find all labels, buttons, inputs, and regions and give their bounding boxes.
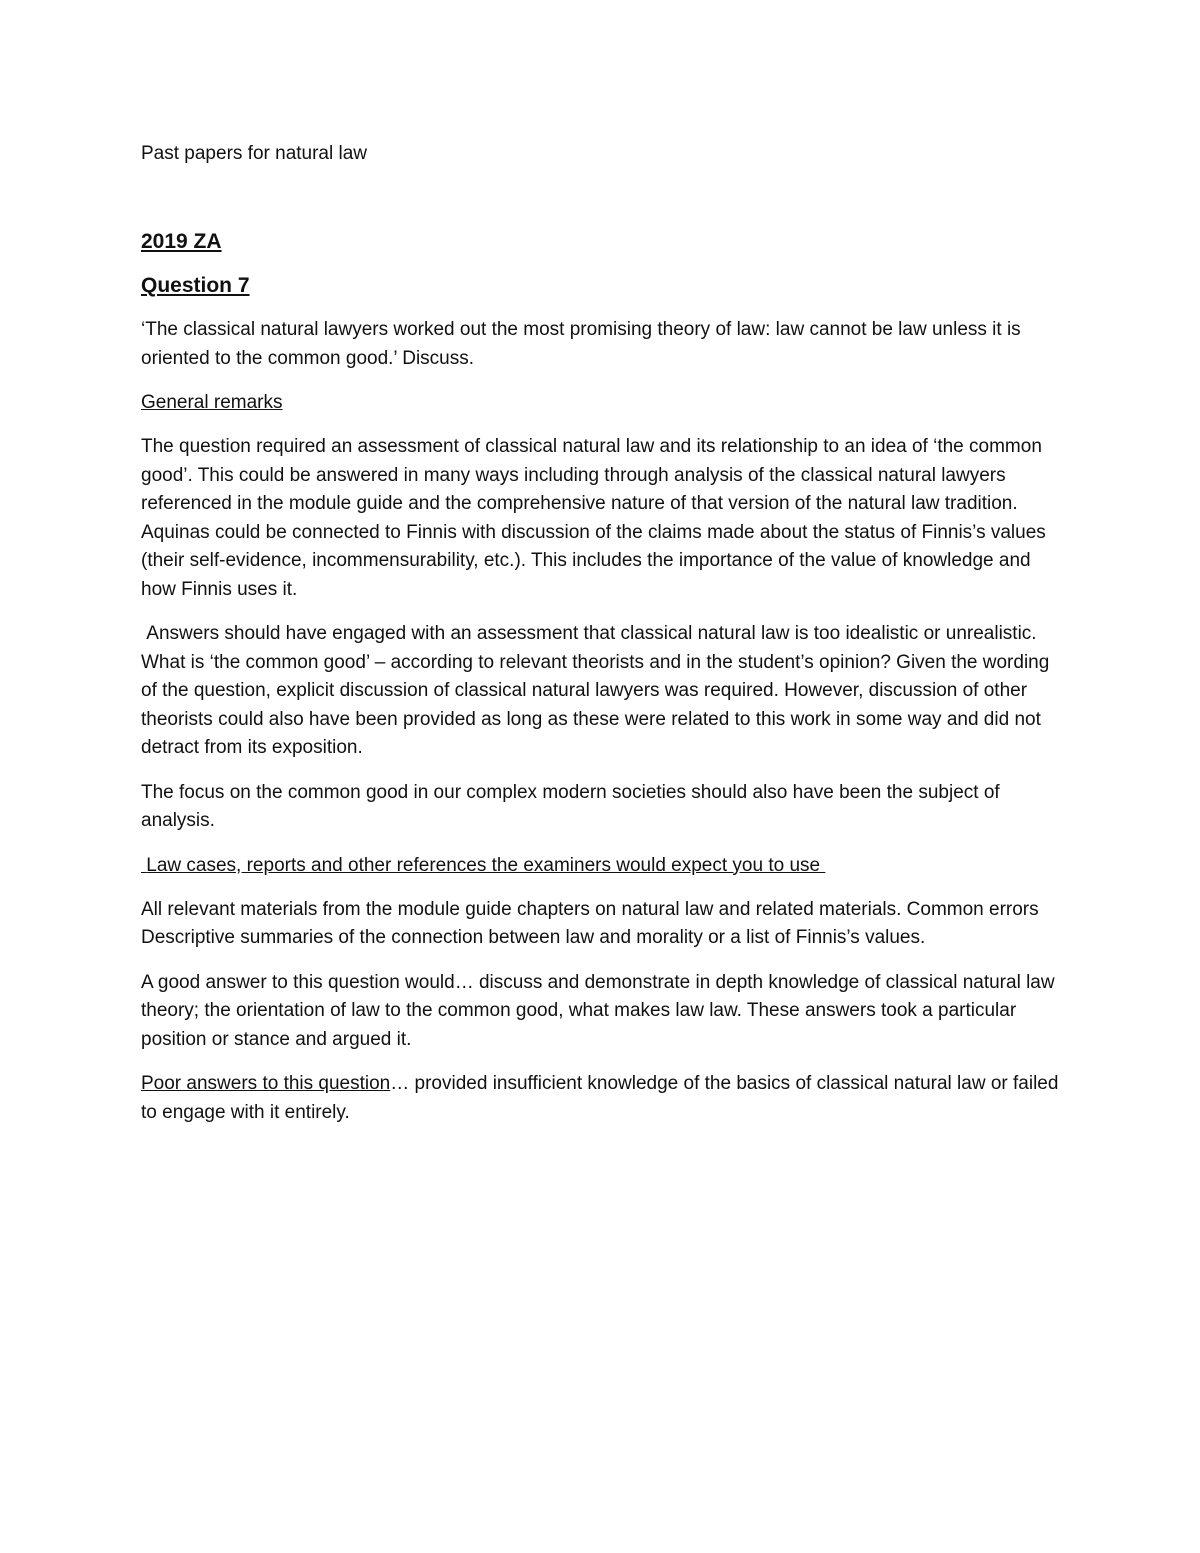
question-text: ‘The classical natural lawyers worked out the most promising theory of law: law cannot be law unless it is oriented to the common good.’ Discuss. [141,319,1021,369]
poor-answer-paragraph [141,1070,1061,1127]
year-heading: 2019 ZA [141,230,222,253]
references-heading: Law cases, reports and other references the examiners would expect you to use [141,854,826,876]
general-remarks-paragraph-2: Answers should have engaged with an assessment that classical natural law is too idealistic or unrealistic. What is ‘the common good’ – according to relevant theorists and in the student’s opinion? Given the wording of the question, explicit discussion of classical natural lawyers was required. However, discussion of other theorists could also have been provided as long as these were related to this work in some way and did not detract from its exposition. [141,623,1055,758]
document-page [141,140,1061,1143]
poor-answer-text: … provided insufficient knowledge of the basics of classical natural law or failed to engage with it entirely. [141,1073,1059,1123]
good-answer-text: A good answer to this question would… discuss and demonstrate in depth knowledge of classical natural law theory; the orientation of law to the common good, what makes law law. These answers took a particular position or stance and argued it. [141,971,1055,1050]
general-remarks-paragraph-3: The focus on the common good in our complex modern societies should also have been the subject of analysis. [141,781,1000,831]
document-title: Past papers for natural law [141,143,368,164]
general-remarks-heading: General remarks [141,392,283,413]
general-remarks-paragraph-1: The question required an assessment of classical natural law and its relationship to an idea of ‘the common good’. This could be answered in many ways including through analysis of the classical natural lawyers referenced in the module guide and the comprehensive nature of that version of the natural law tradition. Aquinas could be connected to Finnis with discussion of the claims made about the status of Finnis’s values (their self-evidence, incommensurability, etc.). This includes the importance of the value of knowledge and how Finnis uses it. [141,436,1046,600]
question-heading: Question 7 [141,274,250,297]
references-text: All relevant materials from the module guide chapters on natural law and related materials. Common errors Descriptive summaries of the connection between law and morality or a list of Finnis’s values. [141,898,1039,948]
poor-answer-label: Poor answers to this question [141,1073,391,1094]
